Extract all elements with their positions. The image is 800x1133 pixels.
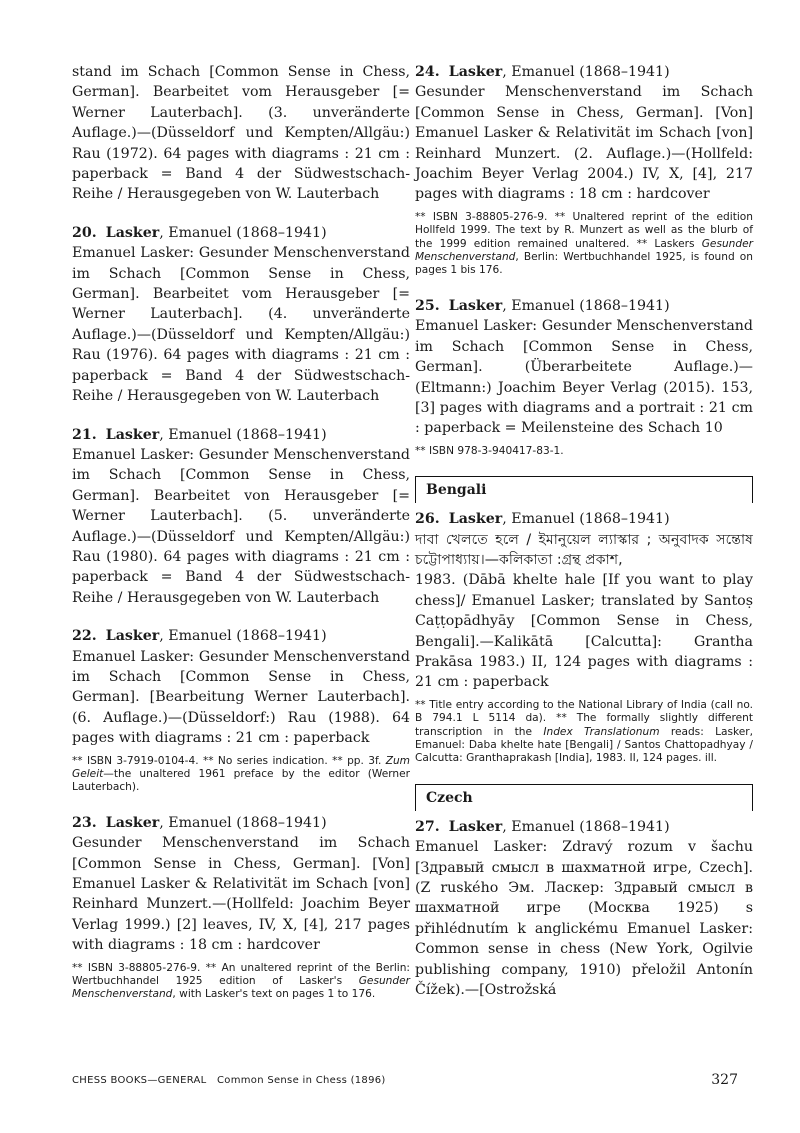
entry-heading <box>415 296 753 316</box>
entry-number: 23. <box>72 814 97 831</box>
entry-number: 26. <box>415 511 440 528</box>
entry-number: 25. <box>415 297 440 314</box>
entry-body: 1983. (Dābā khelte hale [If you want to play chess]/ Emanuel Lasker; translated by Santoṣ Caṭṭopādhyāy [Common Sense in Chess, Bengali].—Kalikātā [Calcutta]: Grantha Prakāsa 1983.) II, 124 pages with diagrams : 21 cm : paperback <box>415 572 753 691</box>
entry-note: ** ISBN 978-3-940417-83-1. <box>415 444 564 457</box>
note-text: —the unaltered 1961 preface by the editor (Werner Lauterbach). <box>72 768 410 794</box>
right-column <box>415 62 753 1018</box>
note-italic: Zum Geleit <box>72 754 410 780</box>
entry-22 <box>72 626 410 795</box>
author-dates: , Emanuel (1868–1941) <box>502 297 670 314</box>
entry-heading <box>72 626 410 646</box>
entry-number: 24. <box>415 64 440 80</box>
author-dates: , Emanuel (1868–1941) <box>159 224 327 241</box>
bengali-title: দাবা খেলতে হলে / ইমানুয়েল ল্যাস্কার ; অনুবাদক সন্তোষ চট্টোপাধ্যায়।—কলিকাতা :গ্রন্থ প্রকাশ, <box>415 531 753 568</box>
page-number: 327 <box>711 1072 738 1088</box>
left-column <box>72 62 410 1020</box>
entry-20 <box>72 223 410 407</box>
note-text: ** ISBN 3-88805-276-9. ** Unaltered reprint of the edition Hollfeld 1999. The text by R. Munzert as well as the blurb of the 1999 edition remained unaltered. ** Laskers <box>415 210 753 250</box>
entry-number: 27. <box>415 818 440 835</box>
section-title: Czech <box>426 789 473 806</box>
entry-body: Emanuel Lasker: Zdravý rozum v šachu [Здравый смысл в шахматной игре, Czech]. (Z ruského Эм. Ласкер: Здравый смысл в шахматной игре (Москва 1925) s přihlédnutím k anglickému Emanuel Lasker: Common sense in chess (New York, Ogilvie publishing company, 1910) přeložil Antonín Čížek).—[Ostrožská <box>415 839 753 999</box>
entry-number: 20. <box>72 224 97 241</box>
entry-number: 21. <box>72 426 97 443</box>
author-name: Lasker <box>105 814 160 831</box>
page-footer <box>72 1072 738 1088</box>
author-dates: , Emanuel (1868–1941) <box>159 426 327 443</box>
entry-23 <box>72 813 410 1002</box>
entry-note <box>72 962 410 1002</box>
entry-26 <box>415 509 753 766</box>
note-text: ** ISBN 3-88805-276-9. ** An unaltered reprint of the Berlin: Wertbuchhandel 1925 edition of Lasker's <box>72 961 410 988</box>
note-text: reads: Lasker, Emanuel: Daba khelte hate [Bengali] / Santos Chattopadhyay / Calcutta: Granthaprakash [India], 1983. II, 124 pages. ill. <box>415 725 753 765</box>
entry-heading <box>415 62 753 82</box>
note-text: ** Title entry according to the National Library of India (call no. B 794.1 L 5114 da). ** The formally slightly different transcription in the <box>415 698 753 738</box>
entry-heading <box>72 425 410 445</box>
section-title: Bengali <box>426 482 487 499</box>
author-name: Lasker <box>105 426 160 443</box>
author-name: Lasker <box>448 511 503 528</box>
entry-note <box>415 211 753 278</box>
note-text: , with Lasker's text on pages 1 to 176. <box>172 988 376 1001</box>
author-name: Lasker <box>448 64 503 80</box>
entry-note <box>415 699 753 766</box>
author-dates: , Emanuel (1868–1941) <box>159 814 327 831</box>
entry-body: stand im Schach [Common Sense in Chess, German]. Bearbeitet vom Herausgeber [= Werner Lauterbach]. (3. unveränderte Auflage.)—(Düsseldorf und Kempten/Allgäu:) Rau (1972). 64 pages with diagrams : 21 cm : paperback = Band 4 der Südwestschach-Reihe / Herausgegeben von W. Lauterbach <box>72 64 410 203</box>
entry-19-continuation <box>72 62 410 205</box>
entry-body: Emanuel Lasker: Gesunder Menschenverstand im Schach [Common Sense in Chess, German]. [Bearbeitung Werner Lauterbach]. (6. Auflage.)—(Düsseldorf:) Rau (1988). 64 pages with diagrams : 21 cm : paperback <box>72 648 410 747</box>
author-dates: , Emanuel (1868–1941) <box>502 511 670 528</box>
note-text: ** ISBN 3-7919-0104-4. ** No series indication. ** pp. 3f. <box>72 754 386 767</box>
footer-section: Common Sense in Chess (1896) <box>217 1075 386 1086</box>
entry-25 <box>415 296 753 458</box>
entry-21 <box>72 425 410 609</box>
note-italic: Gesunder Menschenverstand <box>415 237 753 264</box>
author-dates: , Emanuel (1868–1941) <box>502 818 670 835</box>
entry-body: Emanuel Lasker: Gesunder Menschenverstand im Schach [Common Sense in Chess, German]. (Überarbeitete Auflage.)—(Eltmann:) Joachim Beyer Verlag (2015). 153, [3] pages with diagrams and a portrait : 21 cm : paperback = Meilensteine des Schach 10 <box>415 318 753 437</box>
entry-body: Gesunder Menschenverstand im Schach [Common Sense in Chess, German]. [Von] Emanuel Lasker & Relativität im Schach [von] Reinhard Munzert.—(Hollfeld: Joachim Beyer Verlag 1999.) [2] leaves, IV, X, [4], 217 pages with diagrams : 18 cm : hardcover <box>72 835 410 954</box>
author-name: Lasker <box>105 628 160 645</box>
author-dates: , Emanuel (1868–1941) <box>159 628 327 645</box>
entry-heading <box>72 813 410 833</box>
entry-heading <box>415 817 753 837</box>
note-italic: Gesunder Menschenverstand <box>72 975 410 1001</box>
entry-body: Emanuel Lasker: Gesunder Menschenverstand im Schach [Common Sense in Chess, German]. Bearbeitet vom Herausgeber [= Werner Lauterbach]. (4. unveränderte Auflage.)—(Düsseldorf und Kempten/Allgäu:) Rau (1976). 64 pages with diagrams : 21 cm : paperback = Band 4 der Südwestschach-Reihe / Herausgegeben von W. Lauterbach <box>72 245 410 405</box>
author-name: Lasker <box>448 818 503 835</box>
note-text: , Berlin: Wertbuchhandel 1925, is found on pages 1 bis 176. <box>415 251 753 277</box>
entry-heading <box>415 509 753 529</box>
running-head: CHESS BOOKS—GENERAL <box>72 1075 207 1086</box>
entry-27 <box>415 817 753 1001</box>
entry-24 <box>415 62 753 278</box>
note-italic: Index Translationum <box>543 725 660 738</box>
section-header-czech <box>415 784 753 811</box>
author-dates: , Emanuel (1868–1941) <box>502 64 670 80</box>
entry-body: Gesunder Menschenverstand im Schach [Common Sense in Chess, German]. [Von] Emanuel Lasker & Relativität im Schach [von] Reinhard Munzert. (2. Auflage.)—(Hollfeld: Joachim Beyer Verlag 2004.) IV, X, [4], 217 pages with diagrams : 18 cm : hardcover <box>415 84 753 203</box>
author-name: Lasker <box>448 297 503 314</box>
author-name: Lasker <box>105 224 160 241</box>
section-header-bengali <box>415 476 753 503</box>
entry-body: Emanuel Lasker: Gesunder Menschenverstand im Schach [Common Sense in Chess, German]. Bearbeitet von Herausgeber [= Werner Lauterbach]. (5. unveränderte Auflage.)—(Düsseldorf und Kempten/Allgäu:) Rau (1980). 64 pages with diagrams : 21 cm : paperback = Band 4 der Südwestschach-Reihe / Herausgegeben von W. Lauterbach <box>72 446 410 606</box>
entry-heading <box>72 223 410 243</box>
entry-number: 22. <box>72 628 97 645</box>
entry-note <box>72 755 410 795</box>
